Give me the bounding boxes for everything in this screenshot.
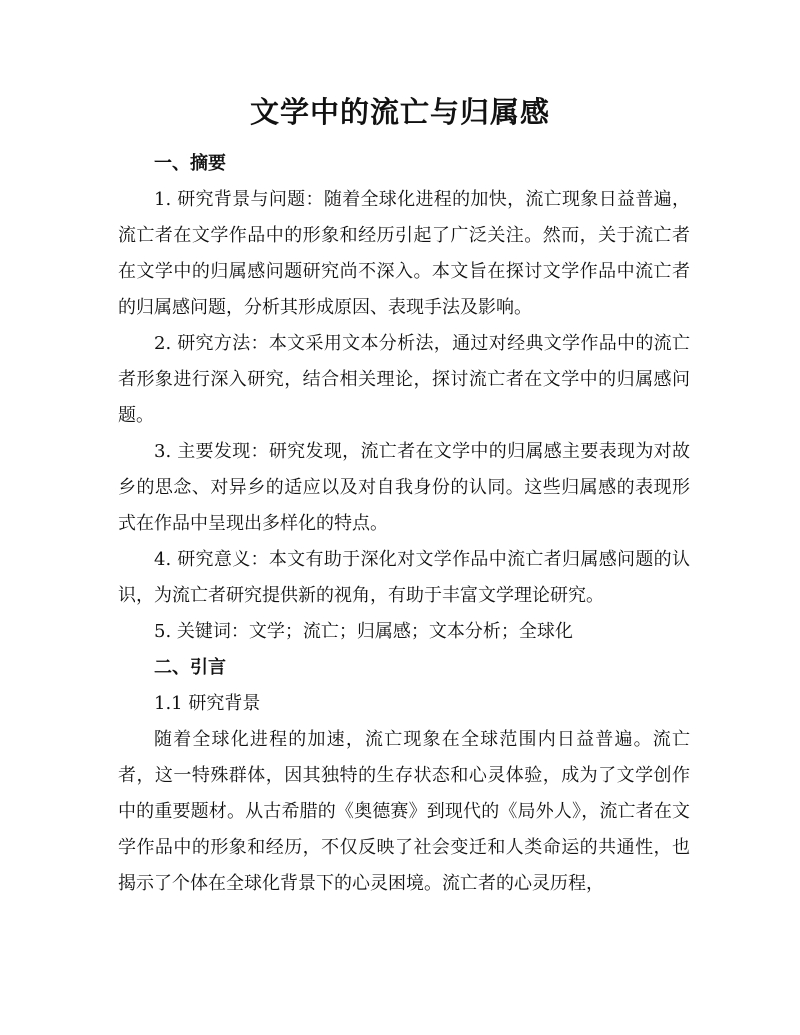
document-title: 文学中的流亡与归属感 (249, 95, 550, 129)
abstract-item-method: 2. 研究方法：本文采用文本分析法，通过对经典文学作品中的流亡者形象进行深入研究，结合相关理论，探讨流亡者在文学中的归属感问题。 (118, 333, 690, 426)
introduction-paragraph: 随着全球化进程的加速，流亡现象在全球范围内日益普遍。流亡者，这一特殊群体，因其独特的生存状态和心灵体验，成为了文学创作中的重要题材。从古希腊的《奥德赛》到现代的《局外人》，流亡者在文学作品中的形象和经历，不仅反映了社会变迁和人类命运的共通性，也揭示了个体在全球化背景下的心灵困境。流亡者的心灵历程， (118, 729, 690, 894)
abstract-item-keywords: 5. 关键词：文学；流亡；归属感；文本分析；全球化 (154, 621, 573, 642)
subsection-heading-background: 1.1 研究背景 (154, 693, 261, 714)
document-body (118, 146, 690, 902)
abstract-item-background: 1. 研究背景与问题：随着全球化进程的加快，流亡现象日益普遍，流亡者在文学作品中的形象和经历引起了广泛关注。然而，关于流亡者在文学中的归属感问题研究尚不深入。本文旨在探讨文学作品中流亡者的归属感问题，分析其形成原因、表现手法及影响。 (118, 189, 690, 318)
abstract-item-significance: 4. 研究意义：本文有助于深化对文学作品中流亡者归属感问题的认识，为流亡者研究提供新的视角，有助于丰富文学理论研究。 (118, 549, 690, 606)
abstract-item-findings: 3. 主要发现：研究发现，流亡者在文学中的归属感主要表现为对故乡的思念、对异乡的适应以及对自我身份的认同。这些归属感的表现形式在作品中呈现出多样化的特点。 (118, 441, 690, 534)
section-heading-abstract: 一、摘要 (154, 153, 226, 174)
section-heading-introduction: 二、引言 (154, 657, 226, 678)
